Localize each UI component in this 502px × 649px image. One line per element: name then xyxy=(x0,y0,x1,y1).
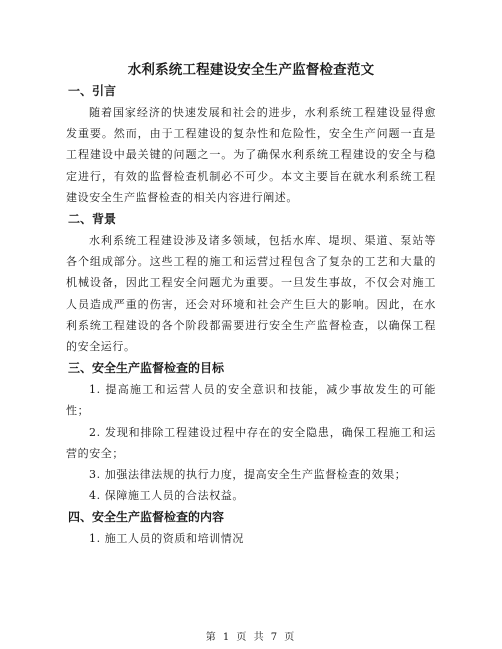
list-item: 4. 保障施工人员的合法权益。 xyxy=(89,489,244,503)
section-contents xyxy=(66,506,436,549)
document-title: 水利系统工程建设安全生产监督检查范文 xyxy=(127,62,375,78)
list-item: 1. 施工人员的资质和培训情况 xyxy=(89,532,244,546)
section-background xyxy=(66,208,436,357)
list-item: 2. 发现和排除工程建设过程中存在的安全隐患，确保工程施工和运营的安全； xyxy=(66,425,436,460)
list-item: 3. 加强法律法规的执行力度，提高安全生产监督检查的效果； xyxy=(89,468,407,482)
paragraph: 水利系统工程建设涉及诸多领域，包括水库、堤坝、渠道、泵站等各个组成部分。这些工程的施工和运营过程包含了复杂的工艺和大量的机械设备，因此工程安全问题尤为重要。一旦发生事故，不仅会对施工人员造成严重的伤害，还会对环境和社会产生巨大的影响。因此，在水利系统工程建设的各个阶段都需要进行安全生产监督检查，以确保工程的安全运行。 xyxy=(66,234,436,354)
section-heading: 四、安全生产监督检查的内容 xyxy=(68,510,225,525)
section-heading: 二、背景 xyxy=(68,212,117,227)
page-footer: 第 1 页 共 7 页 xyxy=(205,632,297,643)
section-introduction xyxy=(66,80,436,208)
section-heading: 三、安全生产监督检查的目标 xyxy=(68,361,225,376)
section-heading: 一、引言 xyxy=(68,84,117,98)
document-body xyxy=(66,80,436,550)
section-goals xyxy=(66,357,436,506)
list-item: 1. 提高施工和运营人员的安全意识和技能，减少事故发生的可能性； xyxy=(66,383,436,418)
paragraph: 随着国家经济的快速发展和社会的进步，水利系统工程建设显得愈发重要。然而，由于工程建设的复杂性和危险性，安全生产问题一直是工程建设中最关键的问题之一。为了确保水利系统工程建设的安全与稳定进行，有效的监督检查机制必不可少。本文主要旨在就水利系统工程建设安全生产监督检查的相关内容进行阐述。 xyxy=(66,106,436,204)
